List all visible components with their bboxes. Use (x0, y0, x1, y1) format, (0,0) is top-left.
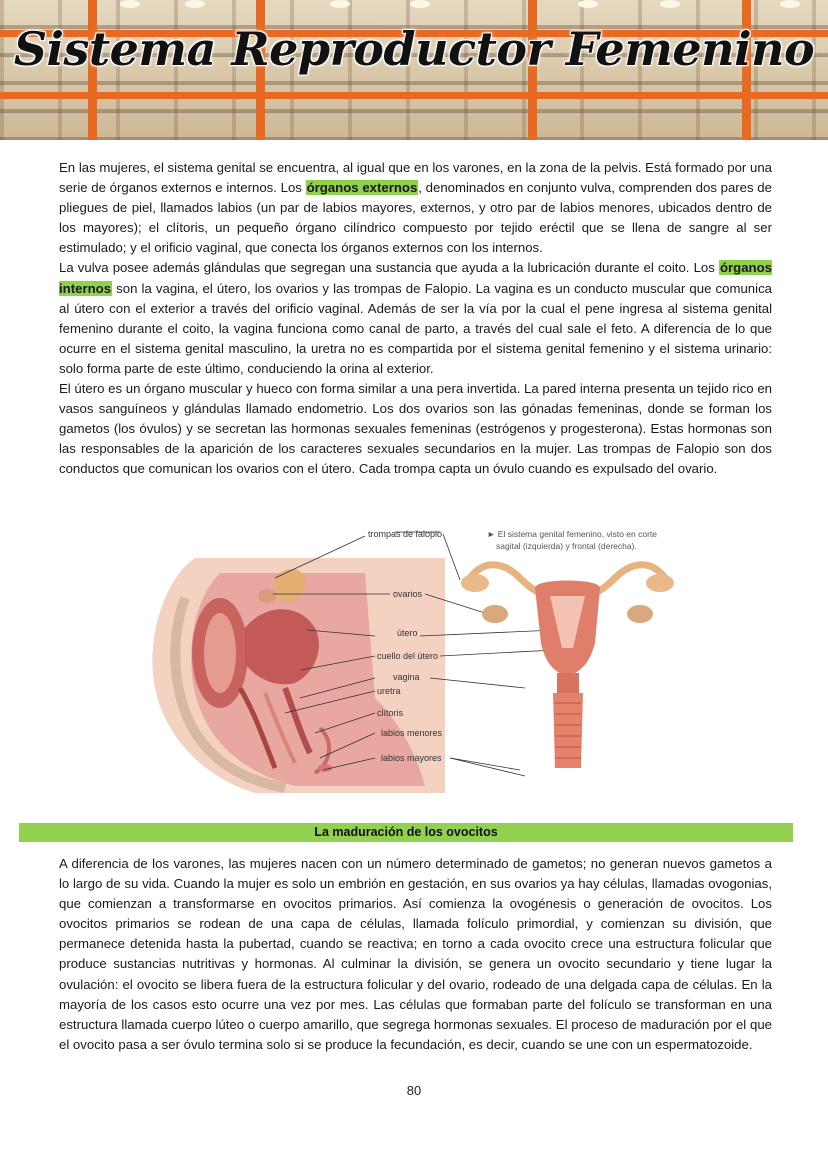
page-number: 80 (406, 1083, 422, 1098)
label-labios-menores: labios menores (381, 728, 443, 738)
section-heading: La maduración de los ovocitos (19, 823, 793, 842)
title-banner (0, 0, 828, 140)
anatomy-illustration (125, 518, 685, 813)
intro-paragraph-3: El útero es un órgano muscular y hueco con forma similar a una pera invertida. La pared interna presenta un tejido rico en vasos sanguíneos y glándulas llamado endometrio. Los dos ovarios son las gónadas femeninas, donde se forman los gametos (los óvulos) y se secretan las hormonas sexuales femeninas (estrógenos y progesterona). Estas hormonas son las responsables de la aparición de los caracteres sexuales secundarios en la mujer. Las trompas de Falopio son dos conductos que comunican los ovarios con el útero. Cada trompa capta un óvulo cuando es expulsado del ovario. (59, 381, 772, 477)
frontal-view (461, 565, 674, 768)
section-paragraph: A diferencia de los varones, las mujeres nacen con un número determinado de gametos; no generan nuevos gametos a lo largo de su vida. Cuando la mujer es solo un embrión en gestación, en sus ovarios ya hay células, llamadas ovogonias, que comienzan a transformarse en ovocitos primarios. Así comienza la ovogénesis o generación de ovocitos. Los ovocitos primarios se rodean de una capa de células, llamada folículo primordial, y comienzan su división, que permanece detenida hasta la pubertad, cuando se reactiva; en torno a cada ovocito crece una estructura folicular que produce sustancias nutritivas y hormonas. Al culminar la división, se genera un ovocito secundario y tiene lugar la ovulación: el ovocito se libera fuera de la estructura folicular y del ovario, rodeado de una delgada capa de células. En la mayoría de los casos esto ocurre una vez por mes. Las células que formaban parte del folículo se transforman en una estructura llamada cuerpo lúteo o cuerpo amarillo, que segrega hormonas sexuales. El proceso de maduración por el que el ovocito pasa a ser óvulo termina solo si se produce la fecundación, es decir, cuando se une con un espermatozoide. (59, 856, 772, 1052)
anatomy-figure (125, 518, 685, 813)
label-labios-mayores: labios mayores (381, 753, 442, 763)
section-text (59, 854, 772, 1055)
page-title: Sistema Reproductor Femenino (13, 22, 815, 76)
label-cuello: cuello del útero (377, 651, 439, 661)
highlight-organos-internos: órganos internos (59, 260, 772, 296)
figure-caption-line-1: ► El sistema genital femenino, visto en corte (487, 529, 657, 539)
label-uretra: uretra (377, 686, 401, 696)
label-ovarios: ovarios (393, 589, 423, 599)
intro-paragraph-1: En las mujeres, el sistema genital se encuentra, al igual que en los varones, en la zona de la pelvis. Está formado por una serie de órganos externos e internos. Los órganos externos, denominados en conjunto vulva, comprenden dos pares de pliegues de piel, llamados labios (un par de labios mayores, externos, y otro par de labios menores, ubicados dentro de los mayores); el clítoris, un pequeño órgano cilíndrico compuesto por tejido eréctil que se llena de sangre al ser estimulado; y el orificio vaginal, que conecta los órganos externos con los internos. (59, 160, 772, 256)
label-trompas: trompas de falopio (368, 529, 443, 539)
intro-paragraph-2: La vulva posee además glándulas que segregan una sustancia que ayuda a la lubricación durante el coito. Los órganos internos son la vagina, el útero, los ovarios y las trompas de Falopio. La vagina es un conducto muscular que comunica al útero con el exterior a través del orificio vaginal. Además de ser la vía por la cual el pene ingresa al sistema genital femenino durante el coito, la vagina funciona como canal de parto, a través del cual sale el feto. A diferencia de lo que ocurre en el sistema genital masculino, la uretra no es compartida por el sistema genital femenino y el sistema urinario: solo forma parte de este último, conduciendo la orina al exterior. (59, 260, 772, 376)
label-vagina: vagina (393, 672, 420, 682)
label-utero: útero (397, 628, 418, 638)
figure-caption-line-2: sagital (izquierda) y frontal (derecha). (496, 541, 637, 551)
intro-text (59, 158, 772, 480)
label-clitoris: clítoris (377, 708, 404, 718)
highlight-organos-externos: órganos externos (306, 180, 418, 196)
